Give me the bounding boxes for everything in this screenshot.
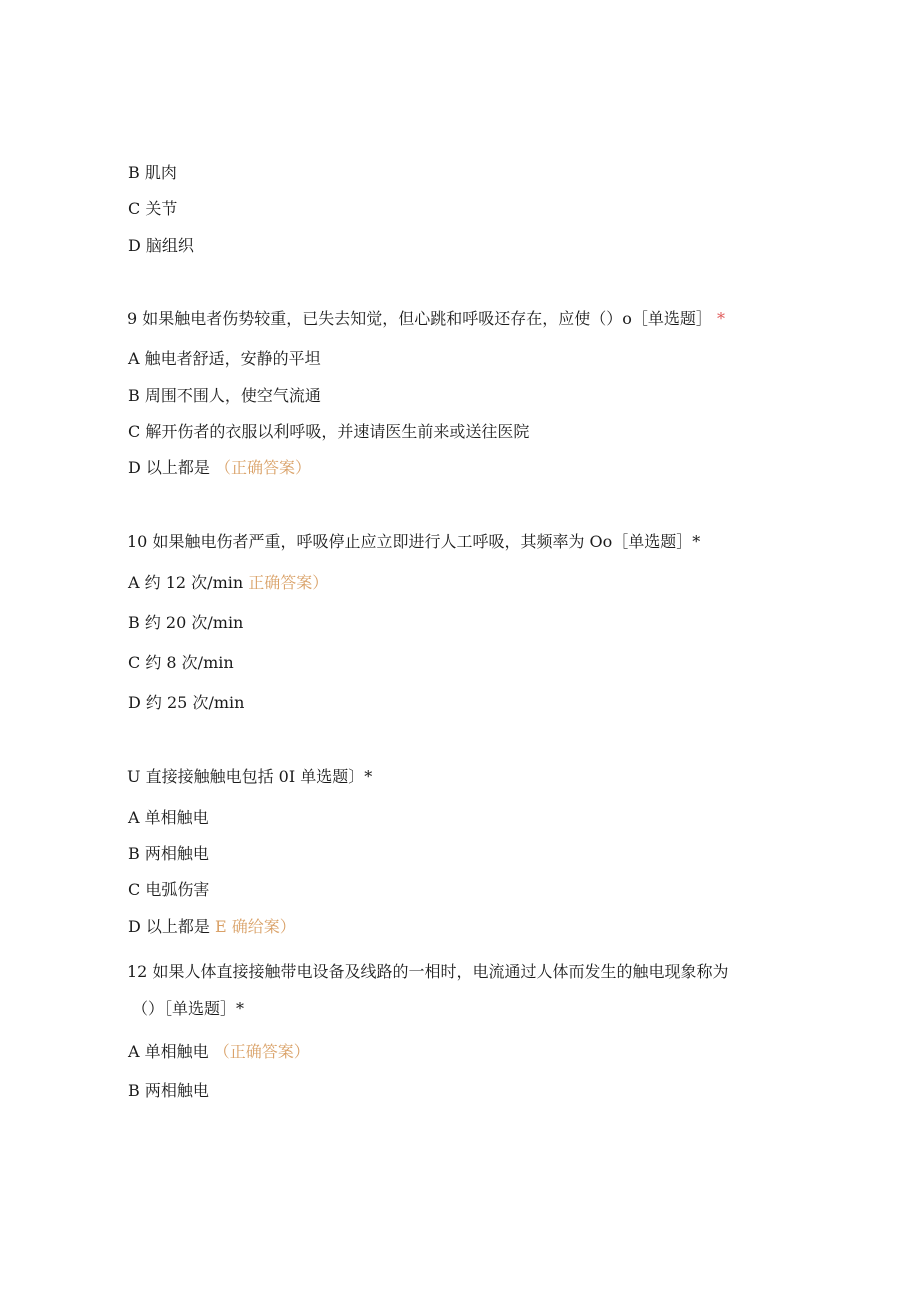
- q10-option-a: [128, 573, 328, 593]
- q11-option-c: C 电弧伤害: [128, 880, 210, 899]
- q9-required-star: *: [717, 309, 725, 328]
- q12-title-line2: （）［单选题］*: [132, 999, 245, 1018]
- q11-title: U 直接接触触电包括 0I 单选题〕*: [127, 767, 373, 786]
- q9-title: [127, 309, 725, 329]
- q10-option-d: D 约 25 次/min: [128, 693, 245, 712]
- q10-option-c: C 约 8 次/min: [128, 653, 234, 672]
- q10-title: 10 如果触电伤者严重，呼吸停止应立即进行人工呼吸，其频率为 Oo［单选题］*: [127, 532, 701, 551]
- q9-correct-answer-mark: （正确答案）: [215, 458, 312, 477]
- q11-option-b: B 两相触电: [128, 844, 209, 863]
- q10-option-b: B 约 20 次/min: [128, 613, 244, 632]
- q12-correct-answer-mark: （正确答案）: [213, 1042, 310, 1061]
- q11-option-a: A 单相触电: [128, 808, 209, 827]
- q9-option-c: C 解开伤者的衣服以利呼吸，并速请医生前来或送往医院: [128, 422, 530, 441]
- q12-option-a-text: A 单相触电: [128, 1042, 209, 1061]
- q12-title-line1: 12 如果人体直接接触带电设备及线路的一相时，电流通过人体而发生的触电现象称为: [127, 962, 729, 981]
- q9-title-text: 9 如果触电者伤势较重，已失去知觉，但心跳和呼吸还存在，应使（）o［单选题］: [127, 309, 712, 328]
- q10-option-a-text: A 约 12 次/min: [128, 573, 244, 592]
- q9-option-d: [128, 458, 311, 478]
- q8-option-b: B 肌肉: [128, 163, 177, 182]
- q10-correct-answer-mark: 正确答案）: [248, 573, 329, 592]
- q11-option-d: [128, 917, 296, 937]
- q8-option-c: C 关节: [128, 199, 178, 218]
- q9-option-d-text: D 以上都是: [128, 458, 210, 477]
- q11-option-d-text: D 以上都是: [128, 917, 210, 936]
- q12-option-a: [128, 1042, 310, 1062]
- q11-correct-answer-mark: E 确给案）: [215, 917, 296, 936]
- q8-option-d: D 脑组织: [128, 236, 194, 255]
- q9-option-b: B 周围不围人，使空气流通: [128, 386, 321, 405]
- q9-option-a: A 触电者舒适，安静的平坦: [128, 349, 321, 368]
- q12-option-b: B 两相触电: [128, 1081, 209, 1100]
